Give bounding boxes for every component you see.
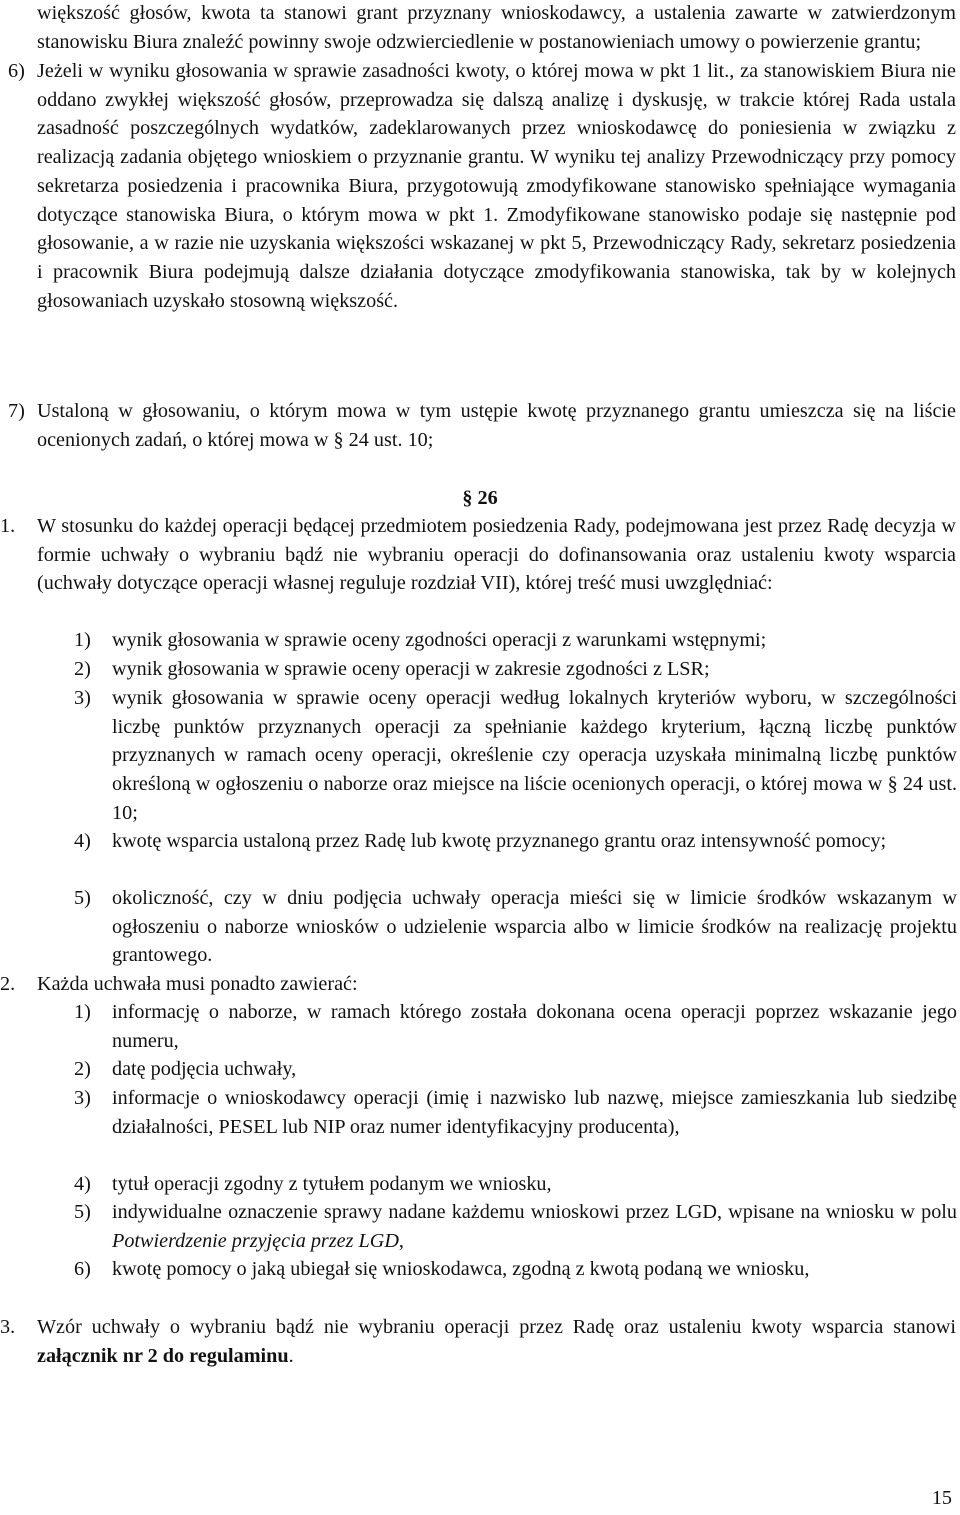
p1-item-1-number: 1) (74, 629, 91, 651)
p2-item-5-field-name: Potwierdzenie przyjęcia przez LGD (112, 1229, 399, 1252)
p2-item-6-text: kwotę pomocy o jaką ubiegał się wnioskodawca, zgodną z kwotą podaną we wniosku, (112, 1258, 810, 1280)
p2-item-5-number: 5) (74, 1201, 91, 1223)
p1-item-2-text: wynik głosowania w sprawie oceny operacji w zakresie zgodności z LSR; (112, 658, 710, 680)
item-6-text: Jeżeli w wyniku głosowania w sprawie zasadności kwoty, o której mowa w pkt 1 lit., za stanowiskiem Biura nie oddano zwykłej większość głosów, przeprowadza się dalszą analizę i dyskusję, w trakcie której Rada ustala zasadność poszczególnych wydatków, zadeklarowanych przez wnioskodawcę do poniesienia w związku z realizacją zadania objętego wnioskiem o przyznanie grantu. W wyniku tej analizy Przewodniczący przy pomocy sekretarza posiedzenia i pracownika Biura, przygotowują zmodyfikowane stanowisko spełniające wymagania dotyczące stanowiska Biura, o którym mowa w pkt 1. Zmodyfikowane stanowisko podaje się następnie pod głosowanie, a w razie nie uzyskania większości wskazanej w pkt 5, Przewodniczący Rady, sekretarz posiedzenia i pracownik Biura podejmują dalsze działania dotyczące zmodyfikowania stanowiska, tak by w kolejnych głosowaniach uzyskało stosowną większość. (37, 60, 956, 312)
p2-item-5-text-main: indywidualne oznaczenie sprawy nadane każdemu wnioskowi przez LGD, wpisane na wniosku w polu (112, 1201, 957, 1223)
p1-item-4-number: 4) (74, 830, 91, 852)
p1-item-5-text: okoliczność, czy w dniu podjęcia uchwały operacja mieści się w limicie środków wskazanym w ogłoszeniu o naborze wniosków o udzielenie wsparcia albo w limicie środków na realizację projektu grantowego. (112, 887, 957, 967)
p2-item-2-number: 2) (74, 1058, 91, 1080)
paragraph-3-text-end: . (288, 1344, 294, 1367)
p2-item-5-text (112, 1198, 957, 1255)
p2-item-1-text: informację o naborze, w ramach którego została dokonana ocena operacji poprzez wskazanie jego numeru, (112, 1001, 957, 1052)
paragraph-1-text: W stosunku do każdej operacji będącej przedmiotem posiedzenia Rady, podejmowana jest przez Radę decyzja w formie uchwały o wybraniu bądź nie wybraniu operacji do dofinansowania oraz ustaleniu kwoty wsparcia (uchwały dotyczące operacji własnej reguluje rozdział VII), której treść musi uwzględniać: (37, 515, 956, 595)
item-7-number: 7) (8, 400, 25, 422)
item-7-text: Ustaloną w głosowaniu, o którym mowa w tym ustępie kwotę przyznanego grantu umieszcza się na liście ocenionych zadań, o której mowa w § 24 ust. 10; (37, 400, 956, 451)
paragraph-3-text (37, 1313, 956, 1370)
paragraph-3-text-main: Wzór uchwały o wybraniu bądź nie wybraniu operacji przez Radę oraz ustaleniu kwoty wsparcia stanowi (37, 1316, 956, 1338)
p2-item-3-number: 3) (74, 1087, 91, 1109)
paragraph-3-number: 3. (0, 1316, 16, 1338)
p1-item-3-text: wynik głosowania w sprawie oceny operacji według lokalnych kryteriów wyboru, w szczególności liczbę punktów przyznanych operacji za spełnianie każdego kryterium, łączną liczbę punktów przyznanych w ramach oceny operacji, określenie czy operacja uzyskała minimalną liczbę punktów określoną w ogłoszeniu o naborze oraz miejsce na liście ocenionych operacji, o której mowa w § 24 ust. 10; (112, 687, 957, 824)
p1-item-4-text: kwotę wsparcia ustaloną przez Radę lub kwotę przyznanego grantu oraz intensywność pomocy; (112, 830, 887, 852)
p1-item-1-text: wynik głosowania w sprawie oceny zgodności operacji z warunkami wstępnymi; (112, 629, 767, 651)
p2-item-3-text: informacje o wnioskodawcy operacji (imię i nazwisko lub nazwę, miejsce zamieszkania lub siedzibę działalności, PESEL lub NIP oraz numer identyfikacyjny producenta), (112, 1087, 957, 1138)
item-6-number: 6) (8, 60, 25, 82)
p2-item-1-number: 1) (74, 1001, 91, 1023)
p2-item-5-text-end: , (398, 1229, 404, 1252)
p1-item-3-number: 3) (74, 687, 91, 709)
p1-item-5-number: 5) (74, 887, 91, 909)
continued-paragraph: większość głosów, kwota ta stanowi grant przyznany wnioskodawcy, a ustalenia zawarte w zatwierdzonym stanowisku Biura znaleźć powinny swoje odzwierciedlenie w postanowieniach umowy o powierzenie grantu; (37, 2, 956, 53)
page-number: 15 (931, 1487, 952, 1509)
paragraph-1-number: 1. (0, 515, 16, 537)
p2-item-6-number: 6) (74, 1258, 91, 1280)
p2-item-2-text: datę podjęcia uchwały, (112, 1058, 297, 1080)
paragraph-2-text: Każda uchwała musi ponadto zawierać: (37, 973, 358, 995)
attachment-reference: załącznik nr 2 do regulaminu (37, 1344, 289, 1367)
paragraph-2-number: 2. (0, 973, 16, 995)
section-heading: § 26 (462, 487, 498, 509)
p2-item-4-text: tytuł operacji zgodny z tytułem podanym we wniosku, (112, 1173, 552, 1195)
p2-item-4-number: 4) (74, 1173, 91, 1195)
p1-item-2-number: 2) (74, 658, 91, 680)
